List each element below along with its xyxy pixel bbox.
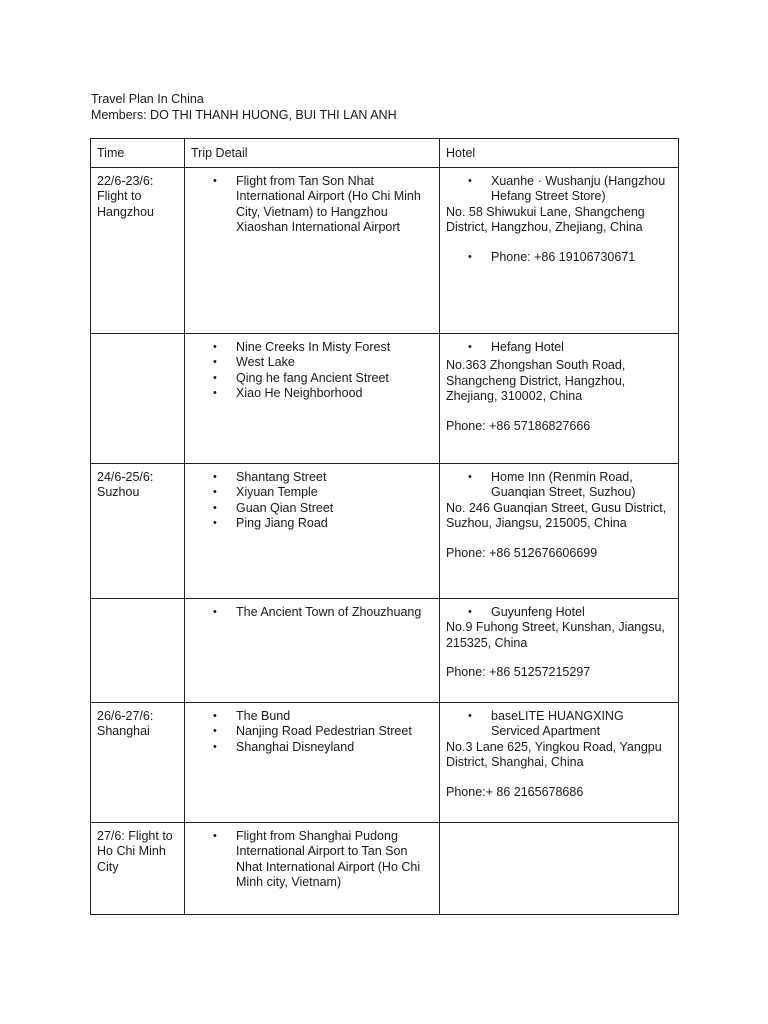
trip-item: • The Bund (236, 709, 433, 725)
trip-item: • Shanghai Disneyland (236, 740, 433, 756)
column-header-trip-detail: Trip Detail (185, 139, 440, 168)
trip-list (191, 829, 433, 891)
hotel-name-list (446, 340, 672, 356)
trip-item: • Nanjing Road Pedestrian Street (236, 724, 433, 740)
column-header-hotel: Hotel (440, 139, 679, 168)
hotel-phone: • Phone: +86 19106730671 (491, 250, 672, 266)
table-row (91, 333, 679, 463)
trip-cell (185, 822, 440, 914)
hotel-cell (440, 702, 679, 822)
hotel-name: • baseLITE HUANGXING Serviced Apartment (491, 709, 672, 740)
trip-item: • Guan Qian Street (236, 501, 433, 517)
hotel-name-list (446, 709, 672, 740)
trip-item: • Xiao He Neighborhood (236, 386, 433, 402)
trip-cell (185, 333, 440, 463)
time-cell (91, 822, 185, 914)
hotel-phone: Phone:+ 86 2165678686 (446, 784, 584, 799)
document-title: Travel Plan In China (91, 92, 204, 106)
trip-item: • West Lake (236, 355, 433, 371)
hotel-name: • Xuanhe · Wushanju (Hangzhou Hefang Street Store) (491, 174, 672, 205)
trip-list (191, 709, 433, 756)
table-row (91, 702, 679, 822)
time-cell (91, 167, 185, 333)
trip-list (191, 174, 433, 236)
hotel-cell (440, 822, 679, 914)
hotel-cell (440, 598, 679, 702)
trip-list (191, 605, 433, 621)
time-cell (91, 702, 185, 822)
time-text: 27/6: Flight to Ho Chi Minh City (97, 828, 173, 874)
trip-cell (185, 167, 440, 333)
hotel-name: • Home Inn (Renmin Road, Guanqian Street, Suzhou) (491, 470, 672, 501)
table-row (91, 598, 679, 702)
trip-item: • Flight from Tan Son Nhat International Airport (Ho Chi Minh City, Vietnam) to Hangzhou Xiaoshan International Airport (236, 174, 433, 236)
time-cell (91, 333, 185, 463)
hotel-phone: Phone: +86 57186827666 (446, 418, 591, 433)
hotel-cell (440, 463, 679, 598)
members-line: Members: DO THI THANH HUONG, BUI THI LAN ANH (91, 107, 397, 122)
travel-plan-table (90, 138, 679, 915)
trip-item: • Ping Jiang Road (236, 516, 433, 532)
trip-item: • Xiyuan Temple (236, 485, 433, 501)
hotel-name: • Guyunfeng Hotel (491, 605, 672, 621)
hotel-phone-list (446, 250, 672, 266)
table-row (91, 822, 679, 914)
time-cell (91, 463, 185, 598)
trip-item: • Nine Creeks In Misty Forest (236, 340, 433, 356)
time-text: 24/6-25/6: Suzhou (97, 469, 154, 499)
hotel-address: No.363 Zhongshan South Road, Shangcheng District, Hangzhou, Zhejiang, 310002, China (446, 358, 626, 403)
trip-list (191, 470, 433, 532)
trip-cell (185, 598, 440, 702)
trip-item: • Qing he fang Ancient Street (236, 371, 433, 387)
hotel-phone: Phone: +86 512676606699 (446, 545, 598, 560)
hotel-address: No. 58 Shiwukui Lane, Shangcheng District, Hangzhou, Zhejiang, China (446, 204, 645, 234)
table-row (91, 463, 679, 598)
trip-cell (185, 463, 440, 598)
trip-item: • Shantang Street (236, 470, 433, 486)
trip-item: • The Ancient Town of Zhouzhuang (236, 605, 433, 621)
hotel-phone: Phone: +86 51257215297 (446, 665, 591, 679)
time-text: 26/6-27/6: Shanghai (97, 708, 154, 738)
time-text: 22/6-23/6: Flight to Hangzhou (97, 173, 154, 219)
trip-cell (185, 702, 440, 822)
hotel-name-list (446, 605, 672, 621)
document-header (91, 92, 397, 123)
hotel-cell (440, 333, 679, 463)
table-header-row (91, 139, 679, 168)
hotel-name-list (446, 470, 672, 501)
hotel-cell (440, 167, 679, 333)
table-row (91, 167, 679, 333)
hotel-address: No.3 Lane 625, Yingkou Road, Yangpu District, Shanghai, China (446, 739, 662, 769)
trip-list (191, 340, 433, 402)
hotel-name: • Hefang Hotel (491, 340, 672, 356)
time-cell (91, 598, 185, 702)
trip-item: • Flight from Shanghai Pudong International Airport to Tan Son Nhat International Airport (Ho Chi Minh city, Vietnam) (236, 829, 433, 891)
hotel-address: No. 246 Guanqian Street, Gusu District, Suzhou, Jiangsu, 215005, China (446, 500, 667, 530)
hotel-address: No.9 Fuhong Street, Kunshan, Jiangsu, 215325, China (446, 620, 665, 650)
hotel-name-list (446, 174, 672, 205)
column-header-time: Time (91, 139, 185, 168)
